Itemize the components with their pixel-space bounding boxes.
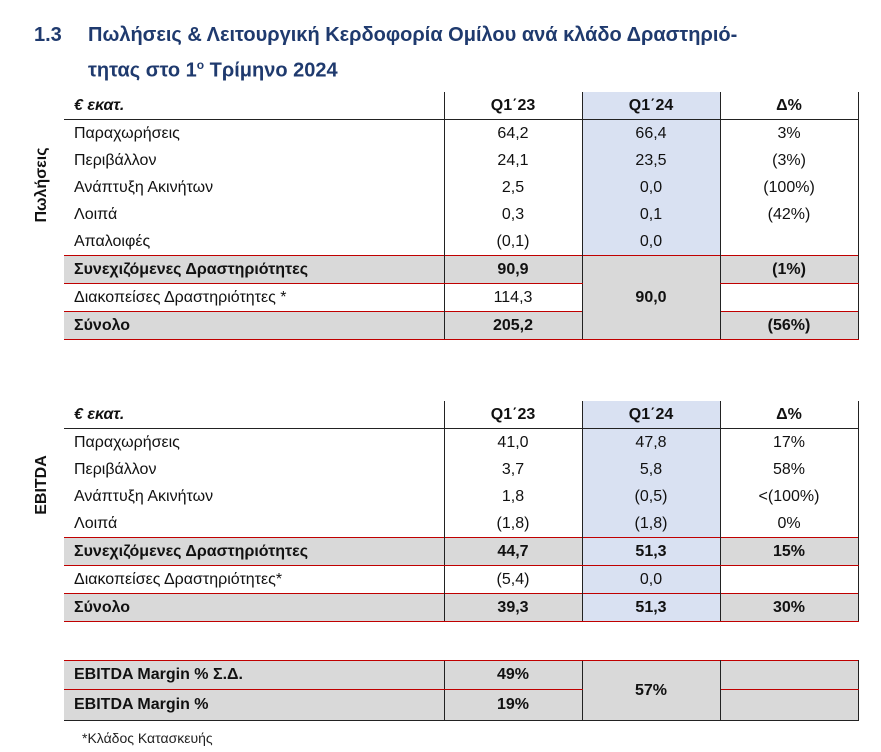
header-unit: € εκατ. bbox=[64, 92, 444, 120]
header-delta: Δ% bbox=[720, 92, 858, 120]
sales-header-row bbox=[64, 92, 858, 120]
table-row: Λοιπά (1,8) (1,8) 0% bbox=[64, 510, 858, 538]
table-row: Ανάπτυξη Ακινήτων 1,8 (0,5) <(100%) bbox=[64, 483, 858, 510]
table-row: Παραχωρήσεις 64,2 66,4 3% bbox=[64, 120, 858, 148]
margins-merged-q124: 57% bbox=[582, 661, 720, 721]
margin-row: EBITDA Margin % 19% bbox=[64, 690, 858, 721]
table-row: Λοιπά 0,3 0,1 (42%) bbox=[64, 201, 858, 228]
ebitda-continuing-row: Συνεχιζόμενες Δραστηριότητες 44,7 51,3 15% bbox=[64, 538, 858, 566]
footnote: *Κλάδος Κατασκευής bbox=[82, 730, 213, 746]
table-row: Απαλοιφές (0,1) 0,0 bbox=[64, 228, 858, 256]
table-row: Περιβάλλον 3,7 5,8 58% bbox=[64, 456, 858, 483]
header-q124: Q1΄24 bbox=[582, 92, 720, 120]
ebitda-total-row: Σύνολο 39,3 51,3 30% bbox=[64, 594, 858, 622]
sales-continuing-row: Συνεχιζόμενες Δραστηριότητες 90,9 90,0 (1%) bbox=[64, 256, 858, 284]
ebitda-side-label: EBITDA bbox=[33, 455, 50, 515]
sales-side-label: Πωλήσεις bbox=[33, 147, 50, 223]
ebitda-discontinued-row: Διακοπείσες Δραστηριότητες* (5,4) 0,0 bbox=[64, 566, 858, 594]
table-row: Περιβάλλον 24,1 23,5 (3%) bbox=[64, 147, 858, 174]
table-row: Ανάπτυξη Ακινήτων 2,5 0,0 (100%) bbox=[64, 174, 858, 201]
section-title: Πωλήσεις & Λειτουργική Κερδοφορία Ομίλου ανά κλάδο Δραστηριό- τητας στο $1^o$ Τρίμηνο 2024 bbox=[88, 24, 738, 82]
sales-total-row: Σύνολο 205,2 (56%) bbox=[64, 312, 858, 340]
table-row: Παραχωρήσεις 41,0 47,8 17% bbox=[64, 429, 858, 457]
sales-discontinued-row: Διακοπείσες Δραστηριότητες * 114,3 bbox=[64, 284, 858, 312]
ebitda-header-row: € εκατ. Q1΄23 Q1΄24 Δ% bbox=[64, 401, 858, 429]
header-q123: Q1΄23 bbox=[444, 92, 582, 120]
section-number: 1.3 bbox=[34, 24, 62, 46]
sales-merged-q124: 90,0 bbox=[582, 256, 720, 340]
margins-table bbox=[64, 660, 859, 721]
ebitda-table bbox=[64, 401, 859, 622]
margin-sd-row: EBITDA Margin % Σ.Δ. 49% 57% bbox=[64, 661, 858, 690]
sales-table bbox=[64, 92, 859, 340]
